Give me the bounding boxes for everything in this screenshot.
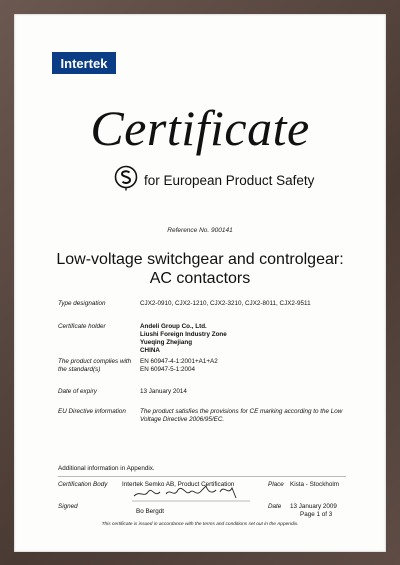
expiry-value: 13 January 2014 [140,388,187,395]
holder-line: Andeli Group Co., Ltd. [140,323,207,330]
heading-line-2: AC contactors [149,270,251,287]
type-label: Type designation [58,300,106,307]
place-value: Kista - Stockholm [290,481,339,488]
date-value: 13 January 2009 [290,503,337,510]
product-heading [14,250,386,288]
certificate-title: Certificate [90,100,310,156]
complies-label-line: the standard(s) [58,366,101,373]
date-label: Date [268,503,282,510]
complies-label [58,358,136,374]
holder-value [140,323,368,355]
subtitle-row [114,165,314,196]
signed-label: Signed [58,503,78,510]
holder-label: Certificate holder [58,323,106,330]
eu-line: The product satisfies the provisions for CE marking according to the Low [140,408,343,415]
additional-info: Additional information in Appendix. [58,465,155,472]
reference-number: Reference No. 900141 [167,227,233,234]
signer-name: Bo Bergdt [136,508,165,515]
divider [58,476,346,477]
heading-line-1: Low-voltage switchgear and controlgear: [56,251,344,268]
intertek-logo: Intertek [52,52,116,74]
eu-value [140,408,368,424]
subtitle: for European Product Safety [144,173,315,188]
expiry-label: Date of expiry [58,388,97,395]
holder-line: CHINA [140,347,160,354]
certification-body-label: Certification Body [58,481,108,488]
certification-body-value: Intertek Semko AB, Product Certification [122,481,235,488]
footer-note: This certificate is issued in accordance with the terms and conditions set out in the Appendix. [101,522,299,527]
certificate-paper [14,14,386,552]
type-value: CJX2-0910, CJX2-1210, CJX2-3210, CJX2-8011, CJX2-9511 [140,300,311,307]
page-number: Page 1 of 3 [300,511,333,518]
holder-line: Yueqing Zhejiang [140,339,193,346]
standard-line: EN 60947-4-1:2001+A1+A2 [140,358,218,365]
complies-label-line: The product complies with [58,358,132,365]
eu-label: EU Directive information [58,408,126,415]
place-label: Place [268,481,284,488]
holder-line: Liushi Foreign Industry Zone [140,331,227,338]
standard-line: EN 60947-5-1:2004 [140,366,195,373]
s-mark-icon [114,165,138,196]
eu-line: Voltage Directive 2006/95/EC. [140,416,225,423]
signature-icon [132,480,252,506]
complies-value [140,358,368,374]
